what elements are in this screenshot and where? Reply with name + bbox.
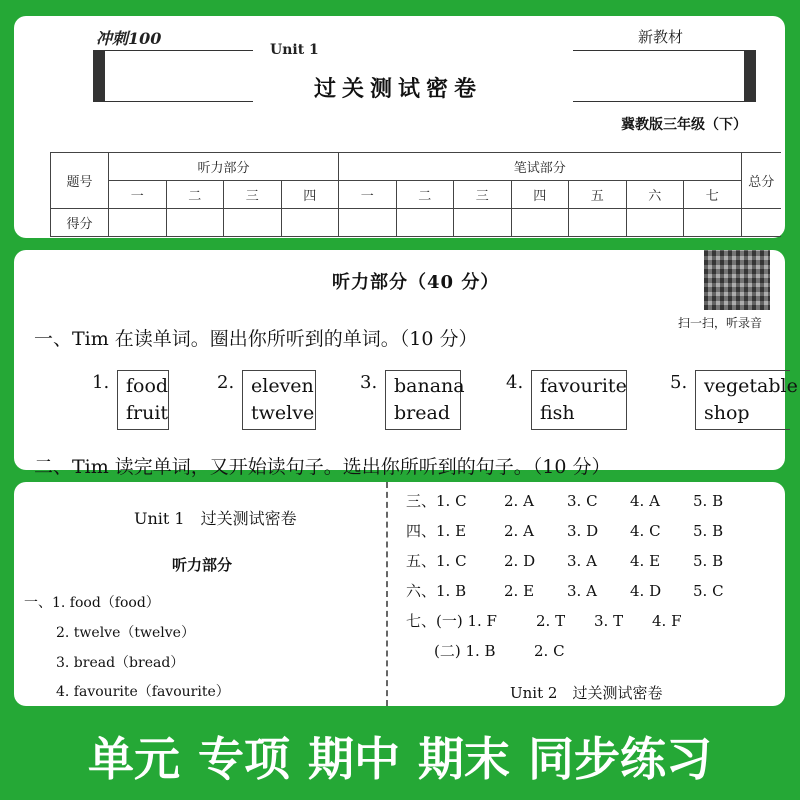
- answer-item: 4. C: [630, 522, 661, 540]
- score-cell: [511, 209, 569, 237]
- answer-item: 4. F: [652, 612, 682, 630]
- answer-row: [406, 550, 756, 571]
- option-number: 3.: [360, 372, 378, 393]
- page-title: 过关测试密卷: [314, 76, 483, 102]
- word-choice-box[interactable]: [695, 370, 798, 430]
- banner-word: 期末: [418, 732, 510, 786]
- writing-col: 七: [684, 181, 742, 209]
- banner-word: 期中: [308, 732, 400, 786]
- word-choice-box[interactable]: [242, 370, 316, 430]
- listening-col: 二: [166, 181, 224, 209]
- word-choice[interactable]: food: [126, 375, 169, 397]
- brand-label: 冲刺100: [96, 29, 162, 48]
- option-number: 5.: [670, 372, 688, 393]
- answer-item: 3. T: [594, 612, 624, 630]
- score-cell: [166, 209, 224, 237]
- score-cell: [741, 209, 781, 237]
- answer-item: 2. C: [534, 642, 565, 660]
- score-cell: [109, 209, 167, 237]
- answer-label: 四、1. E: [406, 522, 467, 540]
- unit2-title: Unit 2 过关测试密卷: [510, 684, 663, 702]
- title-bar-left: [93, 50, 105, 102]
- question-1: 一、Tim 在读单词。圈出你所听到的单词。（10 分）: [34, 328, 478, 350]
- answer-row: [406, 580, 756, 601]
- scan-tip: 扫一扫，听录音: [678, 316, 763, 330]
- answer-label: 七、(一) 1. F: [406, 612, 497, 630]
- listening-col: 四: [281, 181, 339, 209]
- banner-word: 同步练习: [528, 732, 712, 786]
- word-choice[interactable]: bread: [394, 402, 450, 424]
- banner-word: 专项: [198, 732, 290, 786]
- answer-item: 4. E: [630, 552, 661, 570]
- title-bar-right: [744, 50, 756, 102]
- edition-label: 新教材: [638, 28, 684, 46]
- answer-label: 三、1. C: [406, 492, 467, 510]
- score-table: [50, 152, 781, 237]
- writing-col: 三: [454, 181, 512, 209]
- answer-item: 5. C: [693, 582, 724, 600]
- answer-item: 5. B: [693, 552, 724, 570]
- question-2: 二、Tim 读完单词，又开始读句子。选出你所听到的句子。（10 分）: [34, 456, 611, 478]
- banner-word: 单元: [88, 732, 180, 786]
- answer-line: 一、1. food（food）: [24, 595, 160, 611]
- word-choice[interactable]: fruit: [126, 402, 169, 424]
- answer-item: 3. C: [567, 492, 598, 510]
- word-choice[interactable]: twelve: [251, 402, 315, 424]
- writing-col: 二: [396, 181, 454, 209]
- answer-row: [406, 490, 756, 511]
- answer-label: 六、1. B: [406, 582, 467, 600]
- listening-group-header: 听力部分: [109, 153, 339, 181]
- answer-item: 4. D: [630, 582, 662, 600]
- title-rule: [573, 101, 744, 102]
- answer-label: 五、1. C: [406, 552, 467, 570]
- total-header: 总分: [741, 153, 781, 209]
- answer-item: 5. B: [693, 492, 724, 510]
- answer-item: 3. A: [567, 582, 597, 600]
- word-choice[interactable]: favourite: [540, 375, 627, 397]
- unit-label: Unit 1: [270, 42, 319, 58]
- score-cell: [396, 209, 454, 237]
- writing-col: 六: [626, 181, 684, 209]
- writing-group-header: 笔试部分: [339, 153, 742, 181]
- writing-col: 四: [511, 181, 569, 209]
- test-header-panel: [14, 16, 785, 238]
- answer-item: 3. A: [567, 552, 597, 570]
- answer-line: 2. twelve（twelve）: [56, 625, 195, 641]
- title-rule: [573, 50, 744, 51]
- score-cell: [626, 209, 684, 237]
- word-choice-box[interactable]: [385, 370, 465, 430]
- word-choice[interactable]: shop: [704, 402, 750, 424]
- answer-item: 2. A: [504, 522, 534, 540]
- score-cell: [684, 209, 742, 237]
- title-rule: [105, 50, 253, 51]
- answer-row: [434, 640, 597, 661]
- score-row-header: 得分: [51, 209, 109, 237]
- option-number: 2.: [217, 372, 235, 393]
- listening-panel: [14, 250, 798, 478]
- grade-label: 冀教版三年级（下）: [621, 117, 747, 133]
- word-choice[interactable]: banana: [394, 375, 465, 397]
- answer-item: 2. A: [504, 492, 534, 510]
- answer-item: 2. D: [504, 552, 536, 570]
- writing-col: 一: [339, 181, 397, 209]
- word-choice[interactable]: vegetable: [704, 375, 798, 397]
- score-cell: [454, 209, 512, 237]
- option-number: 1.: [92, 372, 110, 393]
- word-choice-box[interactable]: [117, 370, 169, 430]
- score-cell: [569, 209, 627, 237]
- answer-item: 2. T: [536, 612, 566, 630]
- word-choice[interactable]: fish: [540, 402, 575, 424]
- column-divider: [386, 482, 388, 706]
- promo-banner: [0, 718, 800, 800]
- answer-row: [406, 520, 756, 541]
- qr-code-icon[interactable]: [704, 250, 770, 310]
- answer-key-title: Unit 1 过关测试密卷: [134, 509, 297, 528]
- word-choice-box[interactable]: [531, 370, 627, 430]
- answer-label: (二) 1. B: [434, 642, 496, 660]
- answer-key-subtitle: 听力部分: [172, 556, 233, 574]
- row-header: 题号: [51, 153, 109, 209]
- answer-item: 5. B: [693, 522, 724, 540]
- answer-item: 2. E: [504, 582, 535, 600]
- answer-row: [406, 610, 710, 631]
- title-rule: [105, 101, 253, 102]
- word-choice[interactable]: eleven: [251, 375, 314, 397]
- score-cell: [224, 209, 282, 237]
- option-number: 4.: [506, 372, 524, 393]
- writing-col: 五: [569, 181, 627, 209]
- listening-col: 三: [224, 181, 282, 209]
- answer-item: 4. A: [630, 492, 660, 510]
- listening-title: 听力部分（40 分）: [332, 272, 500, 293]
- answer-key-panel: [14, 482, 785, 706]
- listening-col: 一: [109, 181, 167, 209]
- answer-item: 3. D: [567, 522, 599, 540]
- answer-line: 3. bread（bread）: [56, 655, 185, 671]
- score-cell: [339, 209, 397, 237]
- answer-line: 4. favourite（favourite）: [56, 684, 230, 700]
- score-cell: [281, 209, 339, 237]
